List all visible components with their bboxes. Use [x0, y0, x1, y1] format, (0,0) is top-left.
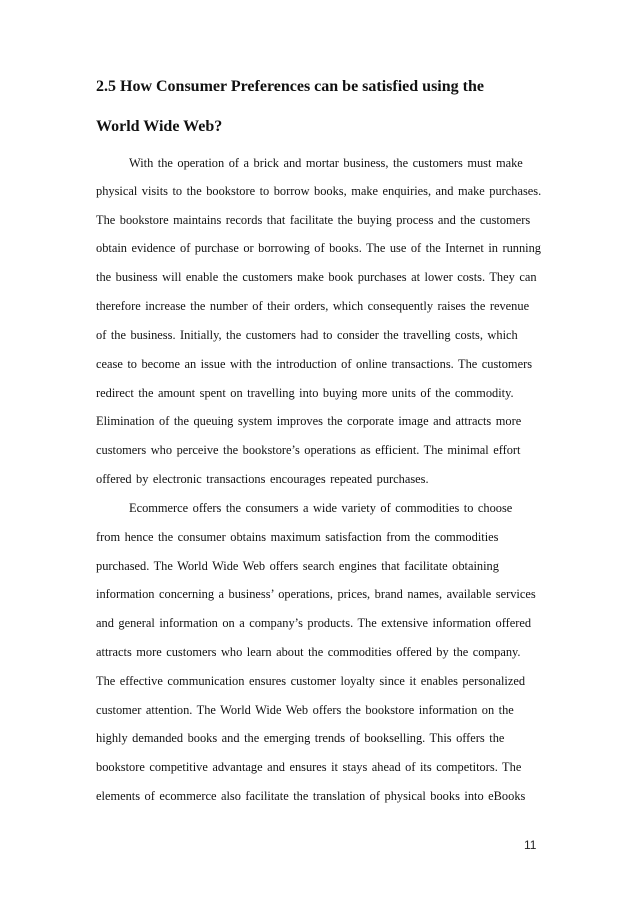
body-line: and general information on a company’s products. The extensive information offered	[96, 616, 532, 630]
body-line: of the business. Initially, the customers had to consider the travelling costs, which	[96, 328, 518, 342]
body-line: purchased. The World Wide Web offers search engines that facilitate obtaining	[96, 559, 499, 573]
body-line: elements of ecommerce also facilitate the translation of physical books into eBooks	[96, 789, 526, 803]
body-line: With the operation of a brick and mortar business, the customers must make	[129, 156, 523, 170]
body-line: The effective communication ensures customer loyalty since it enables personalized	[96, 674, 526, 688]
body-line: The bookstore maintains records that facilitate the buying process and the customers	[96, 213, 531, 227]
body-line: from hence the consumer obtains maximum satisfaction from the commodities	[96, 530, 499, 544]
body-line: obtain evidence of purchase or borrowing of books. The use of the Internet in running	[96, 241, 542, 255]
body-line: redirect the amount spent on travelling into buying more units of the commodity.	[96, 386, 514, 400]
body-line: customers who perceive the bookstore’s operations as efficient. The minimal effort	[96, 443, 521, 457]
body-line: highly demanded books and the emerging trends of bookselling. This offers the	[96, 731, 505, 745]
body-line: cease to become an issue with the introduction of online transactions. The customers	[96, 357, 533, 371]
body-line: therefore increase the number of their orders, which consequently raises the revenue	[96, 299, 530, 313]
body-line: Elimination of the queuing system improves the corporate image and attracts more	[96, 414, 522, 428]
body-line: offered by electronic transactions encourages repeated purchases.	[96, 472, 429, 486]
section-heading-line-2: World Wide Web?	[96, 118, 223, 135]
body-line: attracts more customers who learn about the commodities offered by the company.	[96, 645, 521, 659]
section-heading-line-1: 2.5 How Consumer Preferences can be satisfied using the	[96, 78, 484, 95]
body-line: information concerning a business’ operations, prices, brand names, available services	[96, 587, 536, 601]
body-line: physical visits to the bookstore to borrow books, make enquiries, and make purchases.	[96, 184, 542, 198]
body-line: the business will enable the customers make book purchases at lower costs. They can	[96, 270, 537, 284]
body-line: Ecommerce offers the consumers a wide variety of commodities to choose	[129, 501, 513, 515]
page-number: 11	[524, 838, 537, 852]
body-line: bookstore competitive advantage and ensures it stays ahead of its competitors. The	[96, 760, 522, 774]
body-line: customer attention. The World Wide Web offers the bookstore information on the	[96, 703, 514, 717]
